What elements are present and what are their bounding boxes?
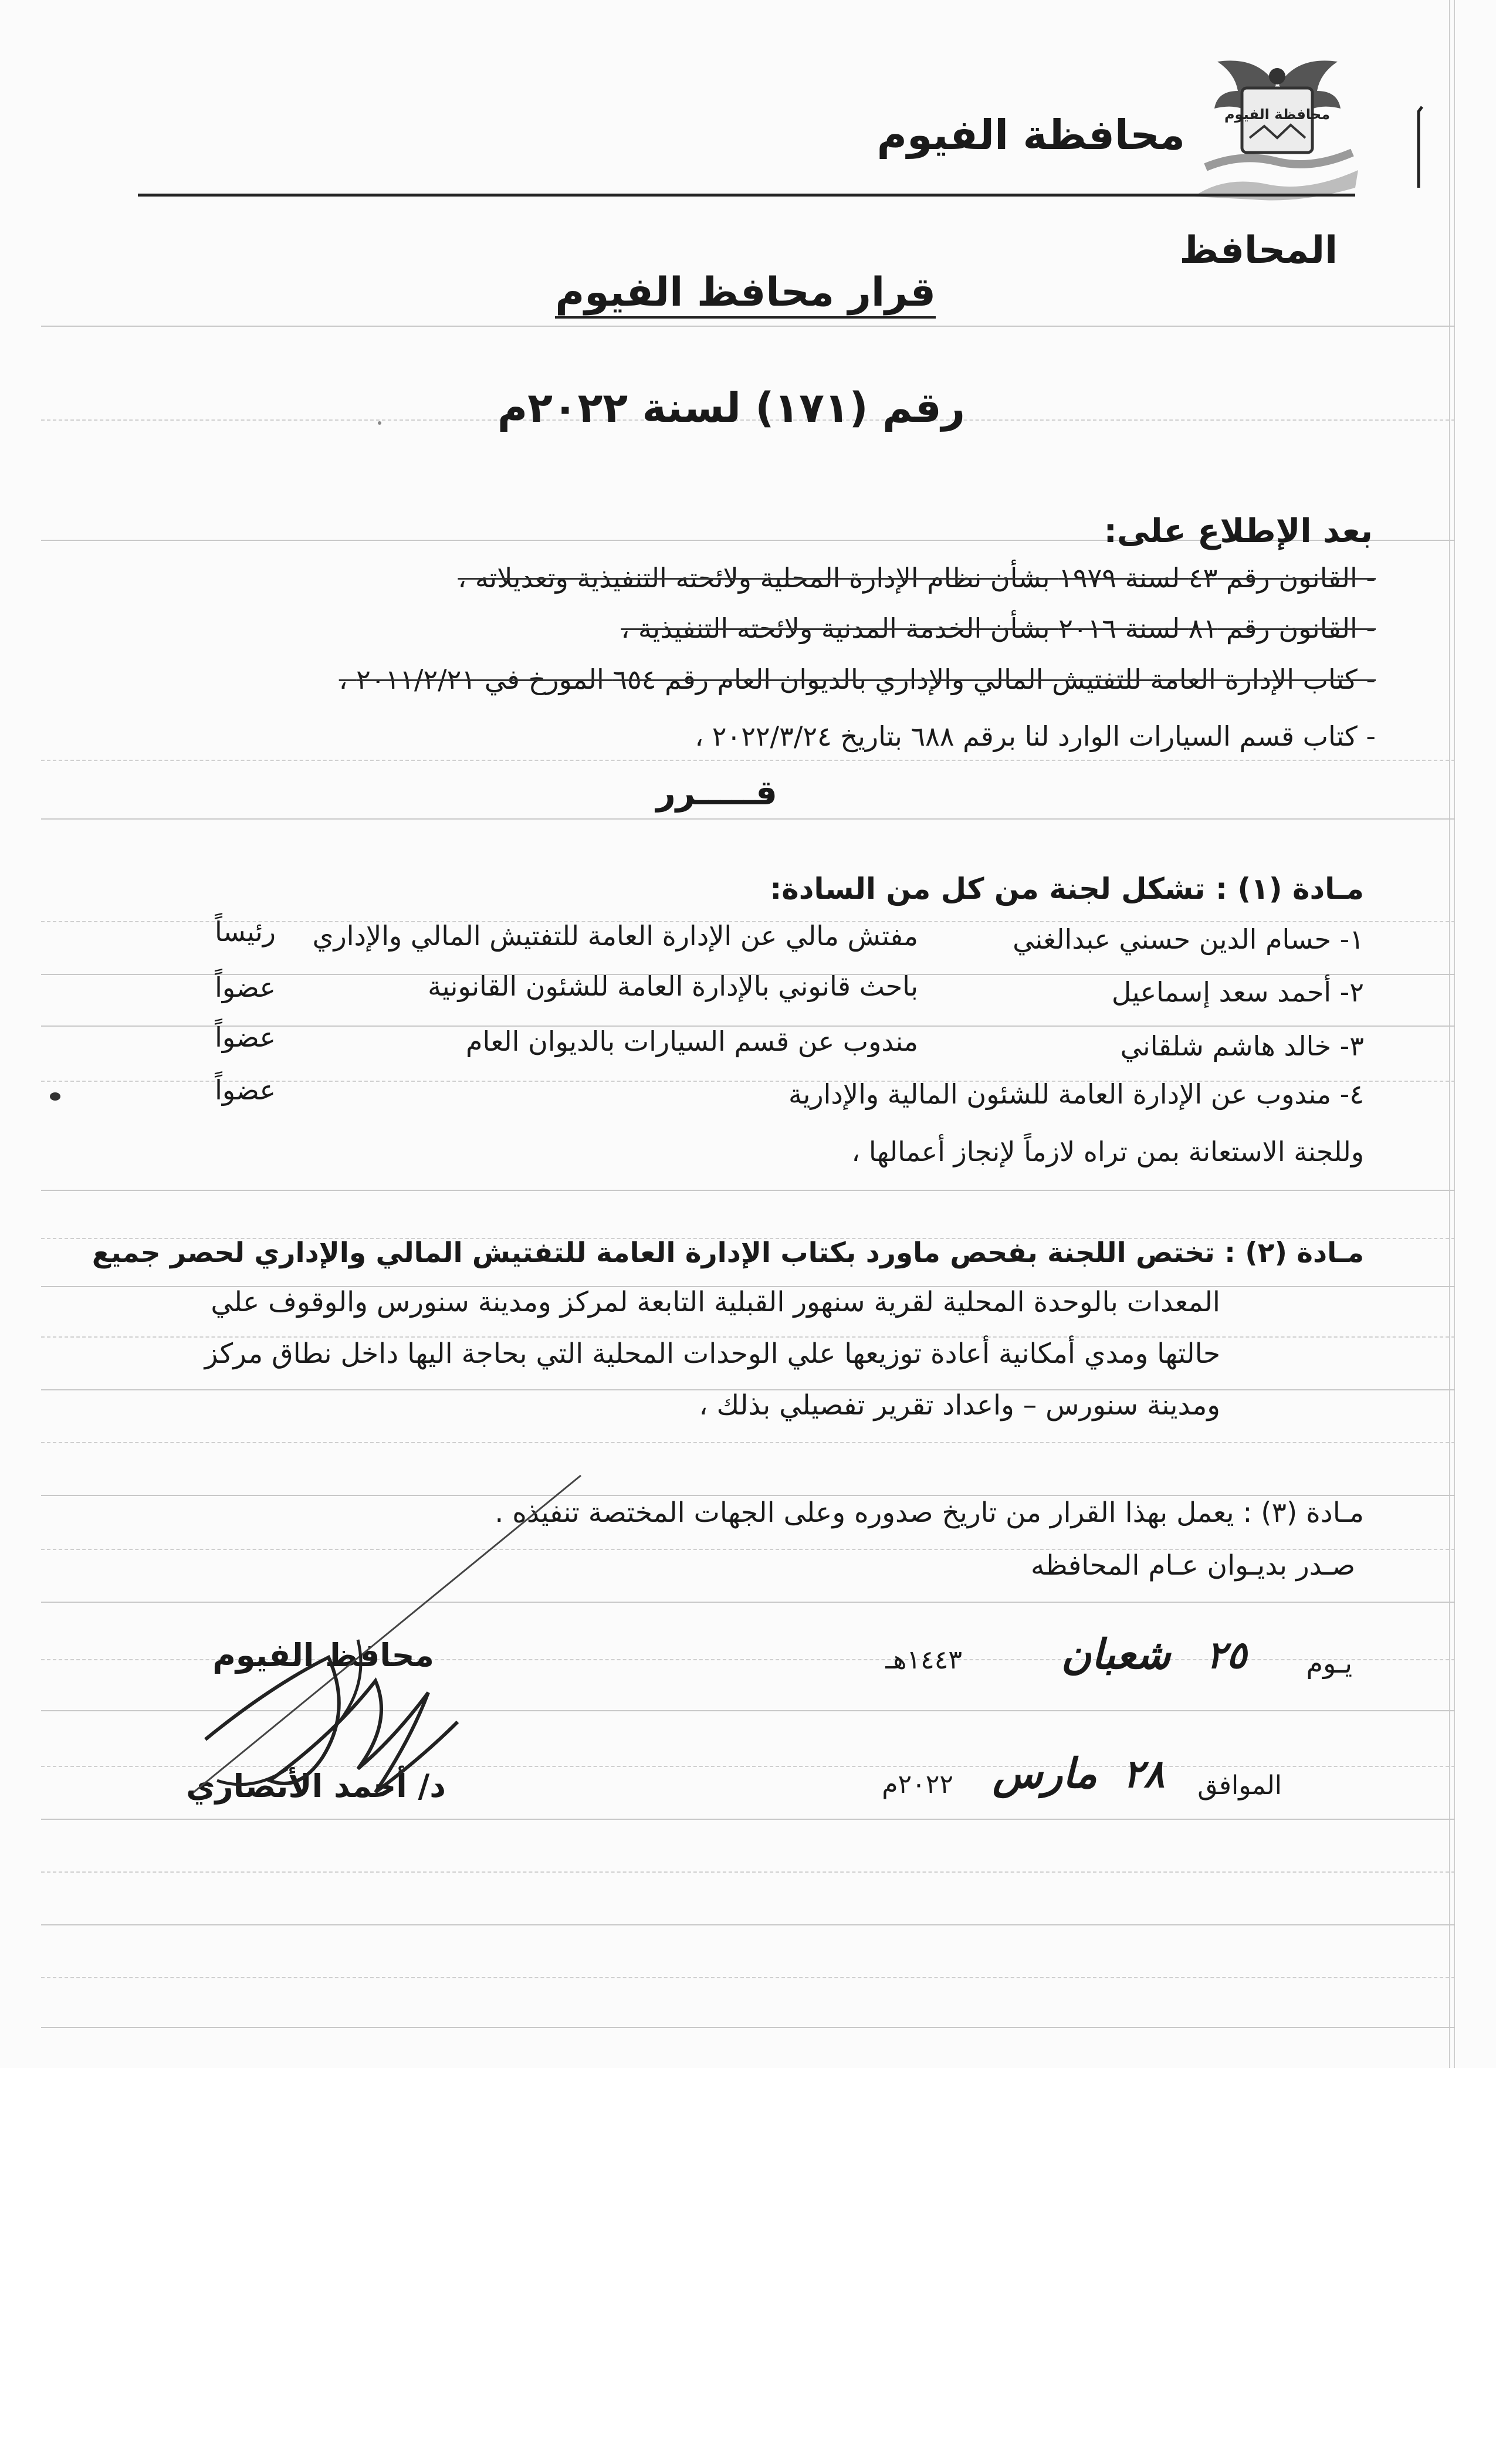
margin-mark xyxy=(1415,106,1427,191)
page-edge xyxy=(1449,0,1450,2068)
decision-number: رقم (١٧١) لسنة ٢٠٢٢م xyxy=(497,384,965,432)
greg-label: الموافق xyxy=(1197,1771,1282,1800)
ruled-line xyxy=(41,2027,1455,2028)
ruled-line xyxy=(41,1924,1455,1925)
decided-heading: قـــــرر xyxy=(656,773,777,813)
article-3-line: مـادة (٣) : يعمل بهذا القرار من تاريخ صدوره وعلى الجهات المختصة تنفيذه . xyxy=(495,1497,1364,1529)
article-2-line: المعدات بالوحدة المحلية لقرية سنهور القبلية التابعة لمركز ومدينة سنورس والوقوف علي xyxy=(211,1286,1220,1318)
scan-speck xyxy=(378,421,381,425)
decision-title: قرار محافظ الفيوم xyxy=(555,273,936,319)
member-name: ١- حسام الدين حسني عبدالغني xyxy=(1013,923,1364,955)
member-position: مفتش مالي عن الإدارة العامة للتفتيش المالي والإداري xyxy=(312,920,918,952)
handwritten-signature xyxy=(182,1464,604,1827)
member-role: عضواً xyxy=(215,972,276,1003)
signatory-name: د/ أحمد الأنصاري xyxy=(186,1768,446,1805)
member-role: عضواً xyxy=(215,1021,276,1053)
ruled-line xyxy=(41,326,1455,327)
member-name: ٣- خالد هاشم شلقاني xyxy=(1120,1030,1364,1062)
ruled-line xyxy=(41,1977,1455,1978)
page-edge xyxy=(1454,0,1455,2068)
member-role: عضواً xyxy=(215,1074,276,1106)
hijri-label: يـوم xyxy=(1306,1647,1352,1679)
scan-speck xyxy=(50,1092,60,1101)
preamble-item: - كتاب قسم السيارات الوارد لنا برقم ٦٨٨ بتاريخ ٢٠٢٢/٣/٢٤ ، xyxy=(695,720,1376,752)
article-1-note: وللجنة الاستعانة بمن تراه لازماً لإنجاز أعمالها ، xyxy=(851,1136,1364,1167)
hijri-year: ١٤٤٣هـ xyxy=(885,1645,962,1675)
hijri-month: شعبان xyxy=(1061,1630,1170,1678)
ruled-line xyxy=(41,1871,1455,1873)
ruled-line xyxy=(41,1190,1455,1191)
article-2-line: حالتها ومدي أمكانية أعادة توزيعها علي الوحدات المحلية التي بحاجة اليها داخل نطاق مركز xyxy=(204,1338,1220,1370)
member-name: ٤- مندوب عن الإدارة العامة للشئون المالية والإدارية xyxy=(788,1078,1364,1110)
article-1-heading: مـادة (١) : تشكل لجنة من كل من السادة: xyxy=(770,872,1364,906)
preamble-item: - القانون رقم ٤٣ لسنة ١٩٧٩ بشأن نظام الإدارة المحلية ولائحته التنفيذية وتعديلاته ، xyxy=(458,562,1376,594)
member-position: مندوب عن قسم السيارات بالديوان العام xyxy=(465,1025,918,1057)
preamble-heading: بعد الإطلاع على: xyxy=(1104,512,1373,550)
article-2-line: ومدينة سنورس – واعداد تقرير تفصيلي بذلك ، xyxy=(699,1389,1220,1421)
governorate-emblem-icon xyxy=(1182,50,1370,202)
member-position: باحث قانوني بالإدارة العامة للشئون القانونية xyxy=(428,970,918,1002)
emblem-text: محافظة الفيوم xyxy=(1224,106,1331,123)
ruled-line xyxy=(41,818,1455,820)
ruled-line xyxy=(41,1442,1455,1443)
article-2-line: مـادة (٢) : تختص اللجنة بفحص ماورد بكتاب الإدارة العامة للتفتيش المالي والإداري لحصر جميع xyxy=(92,1237,1364,1269)
greg-day: ٢٨ xyxy=(1123,1751,1165,1796)
ruled-line xyxy=(41,760,1455,761)
member-name: ٢- أحمد سعد إسماعيل xyxy=(1111,976,1364,1008)
signatory-title: محافظ الفيوم xyxy=(212,1637,434,1674)
greg-year: ٢٠٢٢م xyxy=(882,1769,953,1799)
header-rule xyxy=(138,194,1355,197)
issued-line: صـدر بديـوان عـام المحافظه xyxy=(1031,1549,1355,1582)
preamble-item: - كتاب الإدارة العامة للتفتيش المالي والإداري بالديوان العام رقم ٦٥٤ المورخ في ٢٠١١/٢/٢١ ، xyxy=(339,664,1376,695)
governorate-name: محافظة الفيوم xyxy=(876,111,1185,159)
preamble-item: - القانون رقم ٨١ لسنة ٢٠١٦ بشأن الخدمة المدنية ولائحته التنفيذية ، xyxy=(621,612,1376,644)
member-role: رئيساً xyxy=(215,916,276,947)
greg-month: مارس xyxy=(992,1749,1097,1798)
hijri-day: ٢٥ xyxy=(1206,1633,1247,1677)
office-title: المحافظ xyxy=(1179,229,1338,272)
